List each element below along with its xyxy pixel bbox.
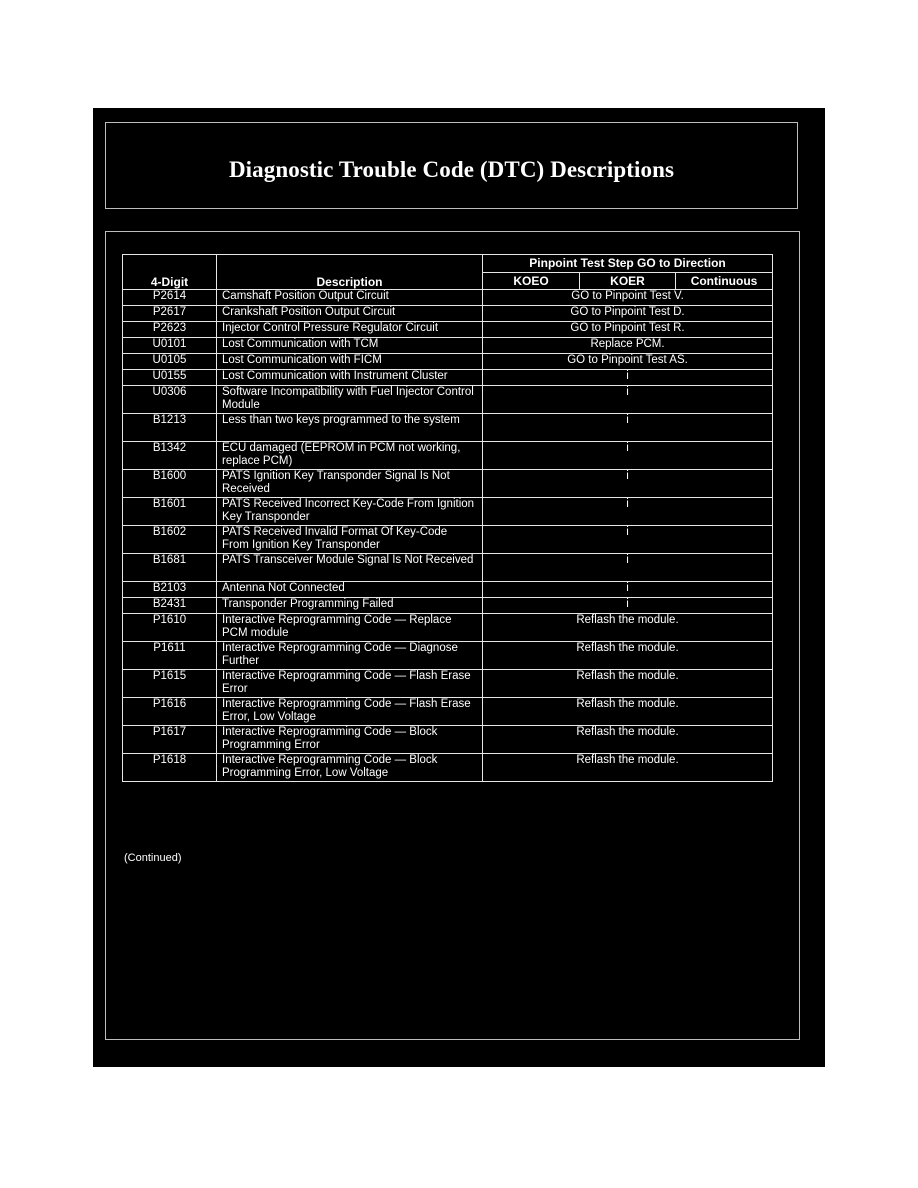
pinpoint-action-cell: i [483, 414, 773, 442]
table-row [123, 354, 773, 370]
table-row [123, 414, 773, 442]
table-row [123, 554, 773, 582]
pinpoint-action-cell: i [483, 526, 773, 554]
pinpoint-action-cell: Reflash the module. [483, 614, 773, 642]
column-header-description: Description [217, 255, 483, 290]
dtc-description-cell: Interactive Reprogramming Code — Replace PCM module [217, 614, 483, 642]
table-frame [105, 231, 800, 1040]
dtc-table [122, 254, 773, 782]
dtc-description-cell: Interactive Reprogramming Code — Block Programming Error, Low Voltage [217, 754, 483, 782]
dtc-code-cell: U0105 [123, 354, 217, 370]
pinpoint-action-cell: GO to Pinpoint Test R. [483, 322, 773, 338]
pinpoint-action-cell: i [483, 370, 773, 386]
pinpoint-action-cell: i [483, 498, 773, 526]
dtc-description-cell: PATS Ignition Key Transponder Signal Is Not Received [217, 470, 483, 498]
dtc-description-cell: PATS Received Invalid Format Of Key-Code From Ignition Key Transponder [217, 526, 483, 554]
table-row [123, 386, 773, 414]
dtc-description-cell: Antenna Not Connected [217, 582, 483, 598]
table-row [123, 290, 773, 306]
dtc-code-cell: B1213 [123, 414, 217, 442]
dtc-description-cell: Lost Communication with Instrument Cluster [217, 370, 483, 386]
dtc-code-cell: B1602 [123, 526, 217, 554]
dtc-code-cell: B1600 [123, 470, 217, 498]
dtc-code-cell: B1342 [123, 442, 217, 470]
pinpoint-action-cell: Reflash the module. [483, 698, 773, 726]
dtc-description-cell: Injector Control Pressure Regulator Circuit [217, 322, 483, 338]
dtc-description-cell: PATS Received Incorrect Key-Code From Ignition Key Transponder [217, 498, 483, 526]
column-header-koeo: KOEO [483, 273, 580, 290]
pinpoint-action-cell: Reflash the module. [483, 642, 773, 670]
dtc-code-cell: U0155 [123, 370, 217, 386]
dtc-code-cell: U0101 [123, 338, 217, 354]
table-row [123, 338, 773, 354]
dtc-code-cell: B1681 [123, 554, 217, 582]
title-frame [105, 122, 798, 209]
pinpoint-action-cell: Reflash the module. [483, 726, 773, 754]
continued-note: (Continued) [124, 852, 182, 864]
table-row [123, 470, 773, 498]
dtc-description-cell: Camshaft Position Output Circuit [217, 290, 483, 306]
dtc-code-cell: U0306 [123, 386, 217, 414]
dtc-code-cell: P1617 [123, 726, 217, 754]
dtc-code-cell: P2614 [123, 290, 217, 306]
dtc-description-cell: Software Incompatibility with Fuel Injector Control Module [217, 386, 483, 414]
page-title: Diagnostic Trouble Code (DTC) Descriptions [228, 156, 675, 182]
column-header-code: 4-Digit [123, 255, 217, 290]
table-row [123, 370, 773, 386]
dtc-code-cell: B2431 [123, 598, 217, 614]
table-row [123, 614, 773, 642]
column-header-koer: KOER [580, 273, 676, 290]
dtc-description-cell: Crankshaft Position Output Circuit [217, 306, 483, 322]
table-row [123, 670, 773, 698]
column-header-continuous: Continuous [676, 273, 773, 290]
pinpoint-action-cell: Reflash the module. [483, 754, 773, 782]
pinpoint-action-cell: i [483, 598, 773, 614]
dtc-description-cell: Interactive Reprogramming Code — Flash Erase Error, Low Voltage [217, 698, 483, 726]
dtc-description-cell: ECU damaged (EEPROM in PCM not working, replace PCM) [217, 442, 483, 470]
dtc-code-cell: P2623 [123, 322, 217, 338]
pinpoint-action-cell: GO to Pinpoint Test V. [483, 290, 773, 306]
table-row [123, 726, 773, 754]
dtc-code-cell: P1611 [123, 642, 217, 670]
pinpoint-action-cell: i [483, 386, 773, 414]
pinpoint-action-cell: GO to Pinpoint Test D. [483, 306, 773, 322]
pinpoint-action-cell: Replace PCM. [483, 338, 773, 354]
dtc-code-cell: P2617 [123, 306, 217, 322]
document-page [93, 108, 825, 1067]
dtc-code-cell: B1601 [123, 498, 217, 526]
table-row [123, 442, 773, 470]
pinpoint-action-cell: i [483, 470, 773, 498]
table-row [123, 754, 773, 782]
dtc-description-cell: Interactive Reprogramming Code — Flash Erase Error [217, 670, 483, 698]
dtc-description-cell: Interactive Reprogramming Code — Diagnose Further [217, 642, 483, 670]
column-header-pinpoint-group: Pinpoint Test Step GO to Direction [483, 255, 773, 273]
pinpoint-action-cell: Reflash the module. [483, 670, 773, 698]
table-row [123, 526, 773, 554]
dtc-code-cell: P1616 [123, 698, 217, 726]
dtc-description-cell: PATS Transceiver Module Signal Is Not Received [217, 554, 483, 582]
pinpoint-action-cell: i [483, 554, 773, 582]
pinpoint-action-cell: GO to Pinpoint Test AS. [483, 354, 773, 370]
table-row [123, 498, 773, 526]
dtc-description-cell: Lost Communication with TCM [217, 338, 483, 354]
dtc-code-cell: B2103 [123, 582, 217, 598]
dtc-code-cell: P1615 [123, 670, 217, 698]
pinpoint-action-cell: i [483, 442, 773, 470]
dtc-code-cell: P1610 [123, 614, 217, 642]
pinpoint-action-cell: i [483, 582, 773, 598]
table-row [123, 306, 773, 322]
table-row [123, 322, 773, 338]
table-row [123, 698, 773, 726]
dtc-code-cell: P1618 [123, 754, 217, 782]
table-row [123, 582, 773, 598]
dtc-description-cell: Less than two keys programmed to the system [217, 414, 483, 442]
table-row [123, 598, 773, 614]
dtc-description-cell: Interactive Reprogramming Code — Block Programming Error [217, 726, 483, 754]
dtc-description-cell: Lost Communication with FICM [217, 354, 483, 370]
dtc-description-cell: Transponder Programming Failed [217, 598, 483, 614]
table-row [123, 642, 773, 670]
dtc-table-body [123, 290, 773, 782]
